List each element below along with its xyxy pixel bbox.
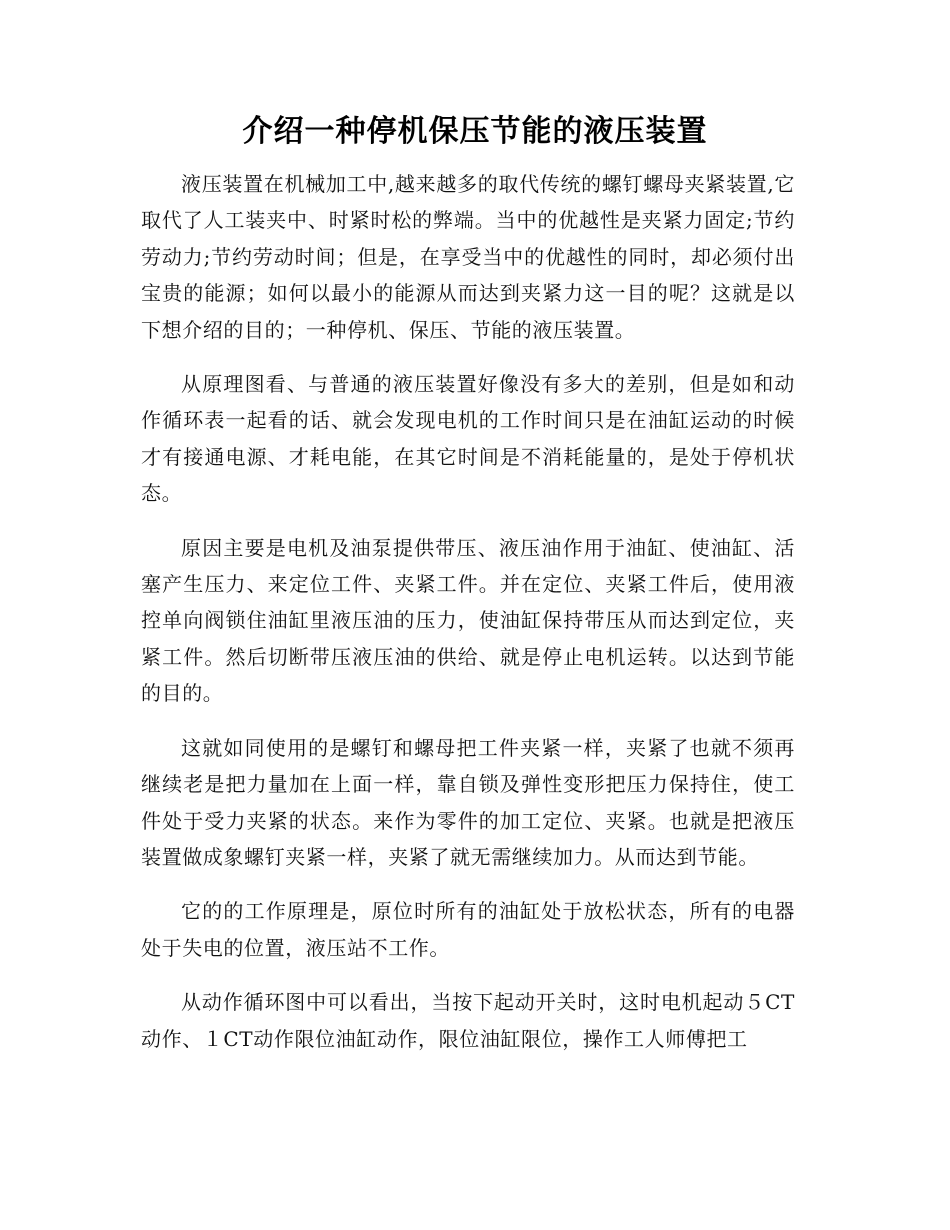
paragraph: 从动作循环图中可以看出，当按下起动开关时，这时电机起动５CT动作、１CT动作限位油缸动作，限位油缸限位，操作工人师傅把工 bbox=[141, 990, 795, 1051]
paragraph: 原因主要是电机及油泵提供带压、液压油作用于油缸、使油缸、活塞产生压力、来定位工件、夹紧工件。并在定位、夹紧工件后，使用液控单向阀锁住油缸里液压油的压力，使油缸保持带压从而达到定位，夹紧工件。然后切断带压液压油的供给、就是停止电机运转。以达到节能的目的。 bbox=[141, 535, 795, 706]
paragraph: 它的的工作原理是，原位时所有的油缸处于放松状态，所有的电器处于失电的位置，液压站不工作。 bbox=[141, 899, 795, 960]
document-body bbox=[141, 166, 795, 1075]
paragraph: 这就如同使用的是螺钉和螺母把工件夹紧一样，夹紧了也就不须再继续老是把力量加在上面一样，靠自锁及弹性变形把压力保持住，使工件处于受力夹紧的状态。来作为零件的加工定位、夹紧。也就是把液压装置做成象螺钉夹紧一样，夹紧了就无需继续加力。从而达到节能。 bbox=[141, 735, 795, 869]
document-title: 介绍一种停机保压节能的液压装置 bbox=[242, 114, 708, 149]
paragraph: 从原理图看、与普通的液压装置好像没有多大的差别，但是如和动作循环表一起看的话、就会发现电机的工作时间只是在油缸运动的时候才有接通电源、才耗电能，在其它时间是不消耗能量的，是处于停机状态。 bbox=[141, 372, 795, 506]
paragraph: 液压装置在机械加工中,越来越多的取代传统的螺钉螺母夹紧装置,它取代了人工装夹中、时紧时松的弊端。当中的优越性是夹紧力固定;节约劳动力;节约劳动时间；但是，在享受当中的优越性的同时，却必须付出宝贵的能源；如何以最小的能源从而达到夹紧力这一目的呢？这就是以下想介绍的目的；一种停机、保压、节能的液压装置。 bbox=[141, 172, 795, 342]
